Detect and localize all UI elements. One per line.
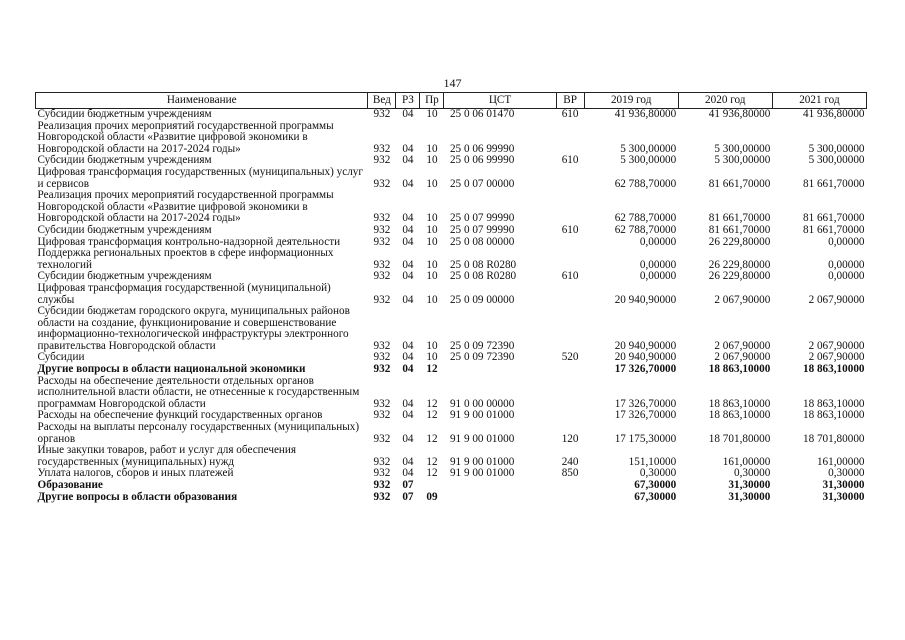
cell-pr: 09 — [426, 490, 438, 503]
cell-vr — [556, 480, 584, 492]
cell-2019: 20 940,90000 — [614, 293, 677, 306]
cell-2021: 0,30000 — [828, 467, 865, 480]
cell-ved: 932 — [373, 409, 391, 422]
cell-2021: 41 936,80000 — [802, 108, 865, 120]
cell-rz: 04 — [402, 467, 414, 480]
cell-2021: 2 067,90000 — [808, 339, 865, 352]
cell-ved: 932 — [373, 293, 391, 306]
cell-2019: 17 326,70000 — [614, 397, 677, 410]
cell-cst — [444, 492, 556, 504]
cell-cst: 25 0 08 R0280 — [449, 258, 517, 271]
cell-2019: 17 326,70000 — [614, 409, 677, 422]
cell-vr: 610 — [561, 154, 579, 167]
cell-rz: 04 — [402, 212, 414, 225]
table-row — [36, 480, 867, 492]
header-pr: Пр — [420, 93, 444, 109]
table-row — [36, 492, 867, 504]
cell-ved: 932 — [373, 142, 391, 155]
cell-ved: 932 — [373, 235, 391, 248]
cell-2020: 31,30000 — [728, 490, 771, 503]
cell-name: Расходы на выплаты персоналу государственных (муниципальных) органов — [37, 421, 360, 445]
cell-vr — [556, 248, 584, 271]
cell-name: Поддержка региональных проектов в сфере информационных технологий — [37, 247, 334, 271]
cell-2019: 0,00000 — [639, 270, 677, 283]
cell-2021: 81 661,70000 — [802, 223, 865, 236]
cell-2019: 67,30000 — [634, 479, 677, 491]
cell-rz: 04 — [402, 455, 414, 468]
table-row — [36, 283, 867, 306]
table-row — [36, 167, 867, 190]
cell-rz: 04 — [402, 293, 414, 306]
cell-2021: 2 067,90000 — [808, 351, 865, 364]
cell-2020: 161,00000 — [722, 455, 771, 468]
cell-ved: 932 — [373, 108, 391, 120]
cell-ved: 932 — [373, 351, 391, 364]
header-2020: 2020 год — [678, 93, 772, 109]
cell-name: Реализация прочих мероприятий государственной программы Новгородской области «Развитие цифровой экономики в Новгородской области на 2017-2024 годы» — [37, 119, 334, 155]
cell-2019: 62 788,70000 — [614, 212, 677, 225]
cell-2020: 18 863,10000 — [708, 397, 771, 410]
cell-ved: 932 — [373, 154, 391, 167]
cell-2020: 0,30000 — [733, 467, 771, 480]
cell-ved: 932 — [373, 212, 391, 225]
cell-2020: 18 863,10000 — [708, 363, 771, 376]
cell-2019: 20 940,90000 — [614, 351, 677, 364]
table-row — [36, 248, 867, 271]
cell-pr: 12 — [426, 397, 438, 410]
cell-2019: 41 936,80000 — [614, 108, 677, 120]
cell-2020: 31,30000 — [728, 479, 771, 491]
cell-rz: 04 — [402, 397, 414, 410]
cell-name: Другие вопросы в области национальной экономики — [37, 363, 306, 376]
cell-ved: 932 — [373, 363, 391, 376]
cell-cst — [444, 364, 556, 376]
cell-2019: 17 175,30000 — [614, 432, 677, 445]
cell-cst: 91 9 00 01000 — [449, 467, 515, 480]
cell-vr — [556, 364, 584, 376]
cell-ved: 932 — [373, 223, 391, 236]
cell-2020: 41 936,80000 — [708, 108, 771, 120]
cell-2021: 0,00000 — [828, 258, 865, 271]
cell-vr: 610 — [561, 270, 579, 283]
cell-pr: 10 — [426, 339, 438, 352]
cell-pr: 10 — [426, 235, 438, 248]
header-rz: РЗ — [396, 93, 420, 109]
header-vr: ВР — [556, 93, 584, 109]
cell-ved: 932 — [373, 339, 391, 352]
cell-2021: 18 701,80000 — [802, 432, 865, 445]
cell-name: Другие вопросы в области образования — [37, 490, 238, 503]
cell-2020: 18 701,80000 — [708, 432, 771, 445]
cell-cst: 25 0 09 72390 — [449, 339, 515, 352]
cell-2019: 0,00000 — [639, 258, 677, 271]
header-2019: 2019 год — [584, 93, 678, 109]
cell-pr: 12 — [426, 432, 438, 445]
table-row — [36, 364, 867, 376]
cell-cst: 91 9 00 01000 — [449, 455, 515, 468]
header-ved: Вед — [368, 93, 396, 109]
cell-name: Субсидии бюджетным учреждениям — [37, 223, 212, 236]
cell-cst: 25 0 09 72390 — [449, 351, 515, 364]
cell-2019: 5 300,00000 — [620, 154, 677, 167]
cell-pr: 10 — [426, 142, 438, 155]
cell-vr: 520 — [561, 351, 579, 364]
header-name: Наименование — [36, 93, 368, 109]
cell-2021: 18 863,10000 — [802, 363, 865, 376]
cell-ved: 932 — [373, 432, 391, 445]
cell-pr: 12 — [426, 363, 438, 376]
cell-2020: 81 661,70000 — [708, 177, 771, 190]
cell-2021: 81 661,70000 — [802, 212, 865, 225]
cell-2021: 0,00000 — [828, 270, 865, 283]
cell-2021: 161,00000 — [816, 455, 865, 468]
cell-2020: 5 300,00000 — [714, 154, 771, 167]
cell-vr — [556, 306, 584, 352]
cell-2019: 151,10000 — [628, 455, 677, 468]
cell-vr: 850 — [561, 467, 579, 480]
cell-rz: 04 — [402, 270, 414, 283]
cell-rz: 04 — [402, 154, 414, 167]
cell-pr: 10 — [426, 351, 438, 364]
cell-name: Расходы на обеспечение деятельности отдельных органов исполнительной власти области, не отнесенные к государственным программам Новгородской области — [37, 374, 360, 410]
table-row — [36, 225, 867, 237]
cell-name: Образование — [37, 479, 103, 491]
cell-name: Иные закупки товаров, работ и услуг для обеспечения государственных (муниципальных) нужд — [37, 444, 297, 468]
budget-table — [35, 92, 867, 503]
cell-rz: 04 — [402, 142, 414, 155]
cell-2020: 2 067,90000 — [714, 351, 771, 364]
cell-name: Субсидии бюджетным учреждениям — [37, 154, 212, 167]
cell-ved: 932 — [373, 490, 391, 503]
cell-rz: 04 — [402, 351, 414, 364]
header-2021: 2021 год — [772, 93, 866, 109]
cell-pr: 10 — [426, 177, 438, 190]
header-cst: ЦСТ — [444, 93, 556, 109]
cell-cst: 25 0 09 00000 — [449, 293, 515, 306]
cell-vr — [556, 376, 584, 411]
table-row — [36, 109, 867, 121]
cell-2019: 67,30000 — [634, 490, 677, 503]
cell-vr — [556, 167, 584, 190]
cell-2019: 20 940,90000 — [614, 339, 677, 352]
cell-2020: 2 067,90000 — [714, 293, 771, 306]
table-row — [36, 445, 867, 468]
cell-2021: 0,00000 — [828, 235, 865, 248]
cell-pr: 10 — [426, 212, 438, 225]
cell-rz: 04 — [402, 339, 414, 352]
cell-ved: 932 — [373, 258, 391, 271]
cell-pr: 10 — [426, 108, 438, 120]
cell-vr — [556, 190, 584, 225]
cell-2021: 5 300,00000 — [808, 142, 865, 155]
cell-rz: 04 — [402, 235, 414, 248]
cell-cst: 25 0 07 99990 — [449, 212, 515, 225]
cell-2020: 81 661,70000 — [708, 223, 771, 236]
cell-cst: 25 0 07 99990 — [449, 223, 515, 236]
cell-name: Уплата налогов, сборов и иных платежей — [37, 467, 234, 480]
cell-cst: 91 9 00 01000 — [449, 432, 515, 445]
cell-name: Реализация прочих мероприятий государственной программы Новгородской области «Развитие цифровой экономики в Новгородской области на 2017-2024 годы» — [37, 189, 334, 225]
cell-ved: 932 — [373, 397, 391, 410]
cell-2021: 5 300,00000 — [808, 154, 865, 167]
cell-rz: 07 — [402, 490, 414, 503]
cell-2021: 18 863,10000 — [802, 397, 865, 410]
cell-2019: 5 300,00000 — [620, 142, 677, 155]
cell-vr: 240 — [561, 455, 579, 468]
cell-rz: 04 — [402, 432, 414, 445]
cell-pr: 10 — [426, 154, 438, 167]
cell-rz: 04 — [402, 363, 414, 376]
page-number: 147 — [443, 76, 462, 90]
cell-cst: 91 0 00 00000 — [449, 397, 515, 410]
cell-name: Субсидии бюджетам городского округа, муниципальных районов области на создание, функционирование и совершенствование информационно-технологической инфраструктуры электронного правительства Новгородской области — [37, 305, 350, 352]
cell-cst: 25 0 08 R0280 — [449, 270, 517, 283]
cell-2020: 26 229,80000 — [708, 270, 771, 283]
cell-vr: 120 — [561, 432, 579, 445]
cell-vr: 610 — [561, 108, 579, 120]
cell-2021: 18 863,10000 — [802, 409, 865, 422]
cell-vr: 610 — [561, 223, 579, 236]
table-row — [36, 376, 867, 411]
cell-cst — [444, 480, 556, 492]
cell-cst: 25 0 08 00000 — [449, 235, 515, 248]
cell-pr: 12 — [426, 409, 438, 422]
cell-2020: 81 661,70000 — [708, 212, 771, 225]
cell-2020: 2 067,90000 — [714, 339, 771, 352]
cell-vr — [556, 237, 584, 249]
table-row — [36, 422, 867, 445]
cell-rz: 04 — [402, 223, 414, 236]
cell-ved: 932 — [373, 270, 391, 283]
cell-rz: 04 — [402, 177, 414, 190]
cell-2021: 31,30000 — [822, 490, 865, 503]
cell-pr: 12 — [426, 455, 438, 468]
cell-vr — [556, 121, 584, 156]
cell-cst: 25 0 06 01470 — [449, 108, 515, 120]
cell-pr: 10 — [426, 223, 438, 236]
cell-rz: 04 — [402, 108, 414, 120]
cell-cst: 25 0 07 00000 — [449, 177, 515, 190]
cell-2019: 62 788,70000 — [614, 177, 677, 190]
table-header-row — [36, 93, 867, 109]
cell-2019: 0,30000 — [639, 467, 677, 480]
cell-2019: 62 788,70000 — [614, 223, 677, 236]
cell-vr — [556, 410, 584, 422]
cell-cst: 25 0 06 99990 — [449, 142, 515, 155]
cell-name: Субсидии бюджетным учреждениям — [37, 270, 212, 283]
cell-2021: 81 661,70000 — [802, 177, 865, 190]
cell-name: Цифровая трансформация контрольно-надзорной деятельности — [37, 235, 341, 248]
table-row — [36, 121, 867, 156]
cell-vr — [556, 492, 584, 504]
cell-name: Цифровая трансформация государственных (муниципальных) услуг и сервисов — [37, 165, 363, 190]
cell-2020: 18 863,10000 — [708, 409, 771, 422]
cell-name: Цифровая трансформация государственной (муниципальной) службы — [37, 281, 331, 306]
cell-cst: 91 9 00 01000 — [449, 409, 515, 422]
cell-pr: 10 — [426, 293, 438, 306]
cell-2019: 0,00000 — [639, 235, 677, 248]
table-row — [36, 190, 867, 225]
table-body — [36, 109, 867, 504]
cell-2021: 2 067,90000 — [808, 293, 865, 306]
cell-cst: 25 0 06 99990 — [449, 154, 515, 167]
cell-pr: 10 — [426, 270, 438, 283]
cell-pr: 12 — [426, 467, 438, 480]
cell-rz: 07 — [402, 479, 414, 491]
table-row — [36, 306, 867, 352]
cell-2019: 17 326,70000 — [614, 363, 677, 376]
cell-ved: 932 — [373, 467, 391, 480]
cell-2020: 26 229,80000 — [708, 235, 771, 248]
cell-ved: 932 — [373, 479, 391, 491]
cell-ved: 932 — [373, 177, 391, 190]
cell-2020: 26 229,80000 — [708, 258, 771, 271]
cell-name: Расходы на обеспечение функций государственных органов — [37, 409, 323, 422]
cell-rz: 04 — [402, 409, 414, 422]
cell-rz: 04 — [402, 258, 414, 271]
cell-pr: 10 — [426, 258, 438, 271]
cell-2020: 5 300,00000 — [714, 142, 771, 155]
cell-pr — [420, 480, 444, 492]
cell-name: Субсидии бюджетным учреждениям — [37, 108, 212, 120]
cell-name: Субсидии — [37, 351, 85, 364]
cell-2021: 31,30000 — [822, 479, 865, 491]
cell-ved: 932 — [373, 455, 391, 468]
cell-vr — [556, 283, 584, 306]
